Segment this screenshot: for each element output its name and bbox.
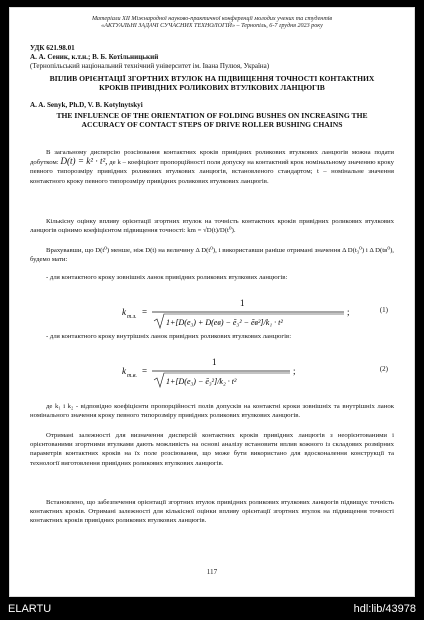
udk-code: УДК 621.98.01: [30, 44, 75, 52]
authors-en: A. A. Senyk, Ph.D, V. B. Kotylnytskyi: [30, 101, 143, 109]
svg-text:m.в.: m.в.: [127, 373, 137, 379]
title-uk: ВПЛИВ ОРІЄНТАЦІЇ ЗГОРТНИХ ВТУЛОК НА ПІДВИЩЕННЯ ТОЧНОСТІ КОНТАКТНИХ КРОКІВ ПРИВІДНИХ РОЛИКОВИХ ВТУЛКОВИХ ЛАНЦЮГІВ: [49, 74, 375, 92]
svg-text:=: =: [142, 366, 148, 376]
handle-id: hdl:lib/43978: [353, 603, 416, 615]
page-number: 117: [206, 568, 218, 576]
equation-1-number: (1): [379, 306, 388, 314]
svg-text:;: ;: [293, 366, 296, 376]
svg-text:1+[D(e₃) + D(eв) − ē₃² − ēв²]/: 1+[D(e₃) + D(eв) − ē₃² − ēв²]/k₁ · t²: [166, 318, 283, 327]
repository-name: ELARTU: [8, 603, 52, 615]
svg-text:=: =: [142, 307, 148, 317]
equation-2-graphic: [122, 354, 422, 390]
authors-uk: А. А. Сеник, к.т.н.; В. Б. Котільницький: [30, 53, 159, 61]
svg-text:m.з.: m.з.: [127, 314, 137, 320]
svg-text:1: 1: [212, 357, 217, 367]
paragraph-2: Кількісну оцінку впливу орієнтації згортних втулок на точність контактних кроків привідних роликових втулкових ланцюгів оцінимо коефіцієнтом підвищення точності: km = √D(t)/D(t⁰).: [30, 218, 394, 235]
equation-1: [30, 295, 394, 329]
paragraph-5: Отримані залежності для визначення дисперсій контактних кроків привідних ланцюгів з неорієнтованими і орієнтованими згортними втулками дають можливість на основі аналізу встановити вплив кожного із складових розмірних параметрів контактних кроків на їх поле розсіювання, що може бути використано для вдосконалення конструкції та технології виготовлення привідних роликових втулкових ланцюгів.: [30, 432, 394, 467]
footer-bar: [0, 598, 424, 620]
equation-2-number: (2): [379, 365, 388, 373]
document-page: [10, 8, 414, 596]
formula-dispersion: D(t) = k² · t²,: [60, 156, 108, 167]
svg-text:k: k: [122, 366, 126, 376]
conference-header: [30, 16, 394, 31]
header-line-2: «АКТУАЛЬНІ ЗАДАЧІ СУЧАСНИХ ТЕХНОЛОГІЙ» – Тернопіль, 6-7 грудня 2023 року: [101, 23, 323, 30]
affiliation: (Тернопільський національний технічний університет ім. Івана Пулюя, Україна): [30, 62, 270, 70]
svg-text:;: ;: [347, 307, 350, 317]
list-item-inner-links: - для контактного кроку внутрішніх ланок привідних роликових втулкових ланцюгів:: [46, 333, 292, 340]
equation-1-graphic: [122, 295, 422, 331]
header-line-1: Матеріали XII Міжнародної науково-практичної конференції молодих учених та студентів: [91, 16, 333, 22]
svg-text:1+[D(e₃) − ē₃²]/k₂ · t²: 1+[D(e₃) − ē₃²]/k₂ · t²: [166, 377, 237, 386]
paragraph-3: Врахувавши, що D(t⁰) менше, ніж D(t) на величину Δ D(t⁰), і використавши раніше отримані значення Δ D(t₃⁰) і Δ D(tв⁰), будемо мати:: [30, 247, 394, 264]
paragraph-4: де k₁ і k₂ - відповідно коефіцієнти пропорційності полів допусків на контактні кроки зовнішніх та внутрішніх ланок номінального значення кроку певного типорозміру привідних роликових втулкових ланцюгів.: [30, 403, 394, 420]
paragraph-6: Встановлено, що забезпечення орієнтації згортних втулок привідних роликових втулкових ланцюгів підвищує точність контактних кроків. Отримані залежності для кількісної оцінки впливу орієнтації згортних втулок на підвищення точності контактних кроків привідних роликових втулкових ланцюгів.: [30, 499, 394, 525]
equation-2: [30, 354, 394, 388]
paragraph-1: В загальному дисперсію розсіювання контактних кроків привідних роликових втулкових ланцюгів можна подати добутком: D(t) = k² · t², де k – коефіцієнт пропорційності поля допуску на контактний крок номінальному значенню кроку певного типорозміру привідних роликових втулкових ланцюгів, встановленого стандартом; t – номінальне значення контактного кроку певного типорозміру привідних роликових втулкових ланцюгів.: [30, 149, 394, 185]
title-en: THE INFLUENCE OF THE ORIENTATION OF FOLDING BUSHES ON INCREASING THE ACCURACY OF CONTACT STEPS OF DRIVE ROLLER BUSHING CHAINS: [56, 111, 368, 129]
list-item-outer-links: - для контактного кроку зовнішніх ланок привідних роликових втулкових ланцюгів:: [46, 274, 288, 281]
svg-text:k: k: [122, 307, 126, 317]
svg-text:1: 1: [240, 298, 245, 308]
